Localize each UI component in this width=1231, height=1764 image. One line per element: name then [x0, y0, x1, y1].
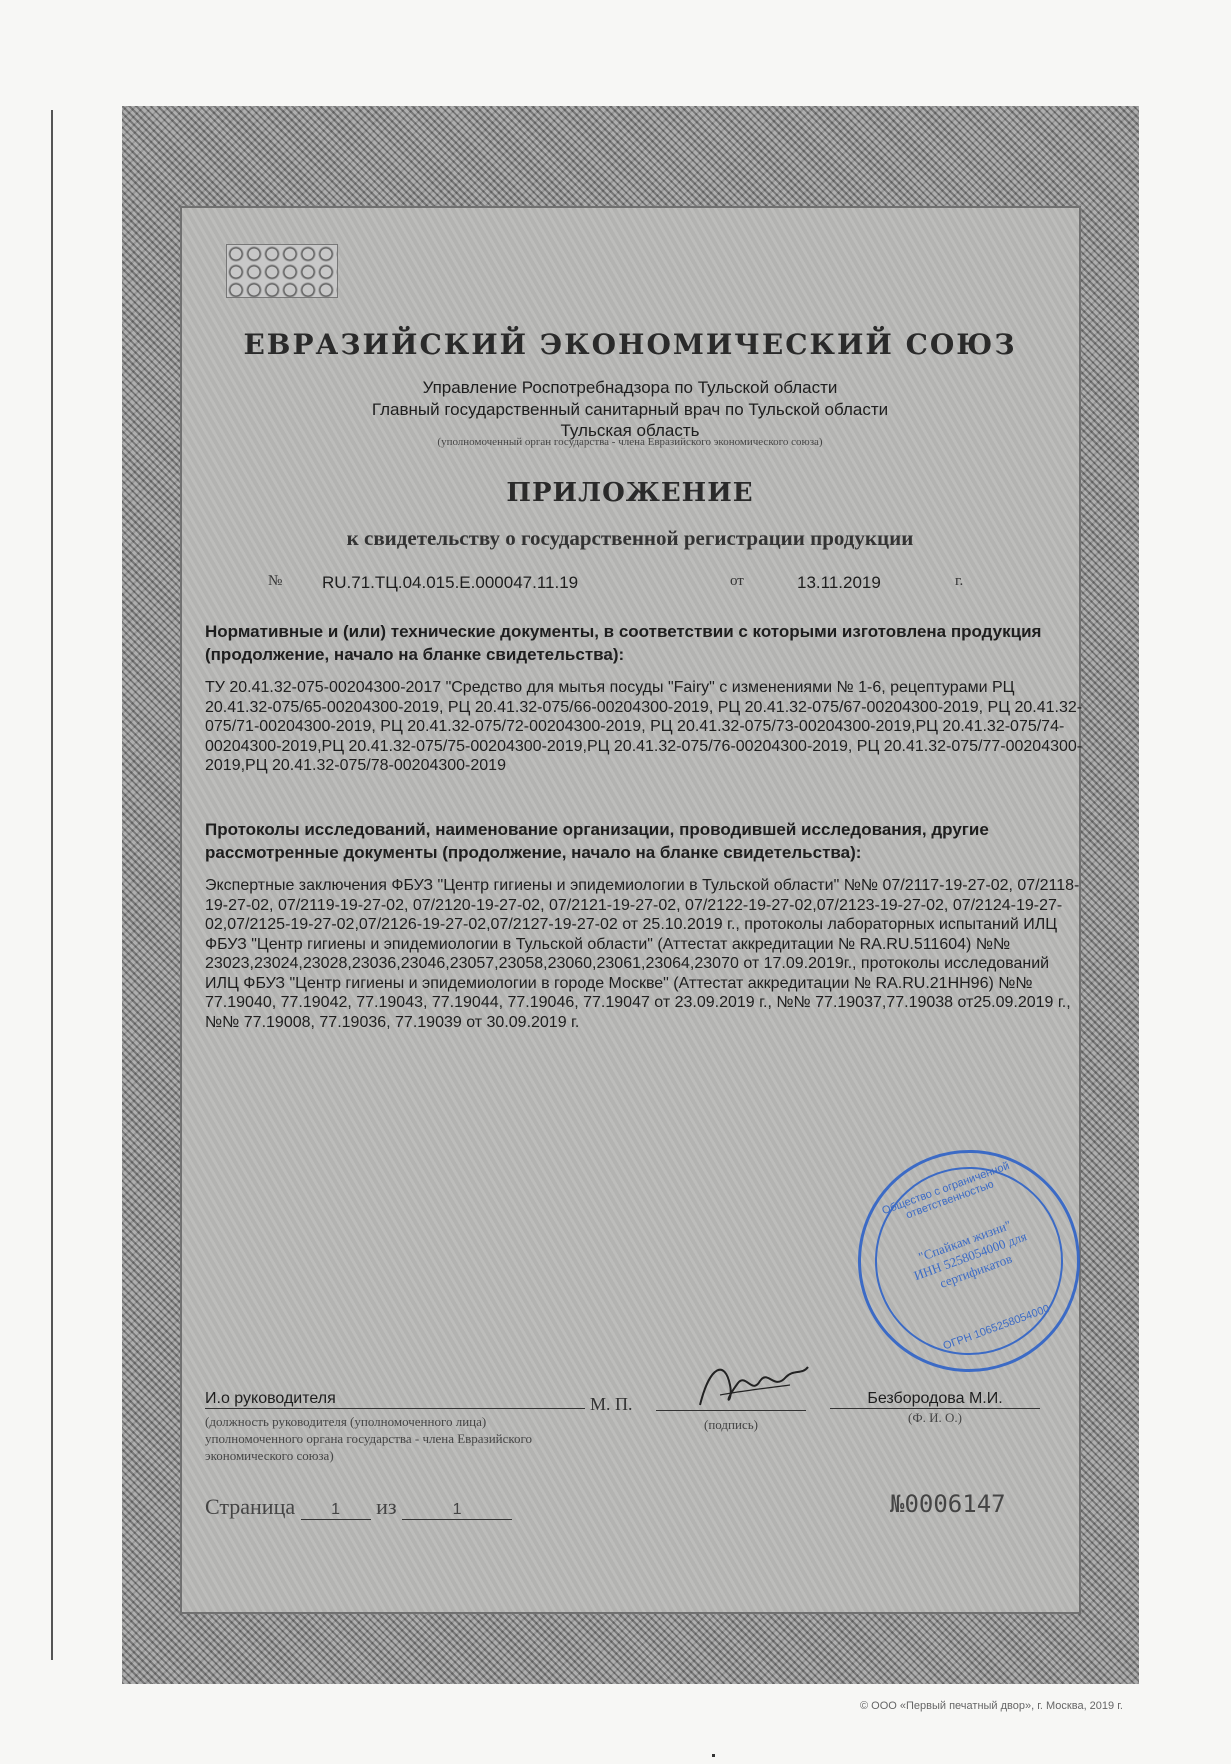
- normative-docs-heading: Нормативные и (или) технические документы, в соответствии с которыми изготовлена продукция (продолжение, начало на бланке свидетельства):: [205, 622, 1042, 664]
- signatory-name: Безбородова М.И.: [830, 1390, 1040, 1409]
- year-suffix: г.: [955, 573, 964, 589]
- signatory-position: И.о руководителя: [205, 1390, 585, 1409]
- document-subtitle: к свидетельству о государственной регистрации продукции: [346, 526, 914, 550]
- stamp-ring-bottom-text: ОГРН 1065258054000: [941, 1302, 1052, 1353]
- margin-line: [51, 110, 53, 1660]
- protocols-heading: Протоколы исследований, наименование организации, проводившей исследования, другие рассмотренные документы (продолжение, начало на бланке свидетельства):: [205, 820, 989, 862]
- signatory-position-block: [205, 1390, 585, 1464]
- signature-caption: (подпись): [704, 1417, 758, 1432]
- union-title: ЕВРАЗИЙСКИЙ ЭКОНОМИЧЕСКИЙ СОЮЗ: [243, 328, 1017, 361]
- protocols-body: Экспертные заключения ФБУЗ "Центр гигиены и эпидемиологии в Тульской области" №№ 07/2117-19-27-02, 07/2118-19-27-02, 07/2119-19-27-02, 07/2120-19-27-02, 07/2121-19-27-02, 07/2122-19-27-02,07/2123-19-27-02, 07/2124-19-27-02,07/2125-19-27-02,07/2126-19-27-02,07/2127-19-27-02 от 25.10.2019 г., протоколы лабораторных испытаний ИЛЦ ФБУЗ "Центр гигиены и эпидемиологии в Тульской области" (Аттестат аккредитации № RA.RU.511604) №№ 23023,23024,23028,23036,23046,23057,23058,23060,23061,23064,23070 от 17.09.2019г., протоколы исследований ИЛЦ ФБУЗ "Центр гигиены и эпидемиологии в городе Москве" (Аттестат аккредитации № RA.RU.21НН96) №№ 77.19040, 77.19042, 77.19043, 77.19044, 77.19046, 77.19047 от 23.09.2019 г., №№ 77.19037,77.19038 от25.09.2019 г., №№ 77.19008, 77.19036, 77.19039 от 30.09.2019 г.: [205, 877, 1080, 1031]
- page-counter: [205, 1494, 512, 1520]
- protocols-section: [205, 818, 1085, 1032]
- normative-docs-section: [205, 620, 1085, 776]
- authority-note: (уполномоченный орган государства - члена Евразийского экономического союза): [437, 436, 823, 448]
- stamp-ring-top-text: Общество с ограниченной ответственностью: [880, 1159, 1012, 1222]
- page-current: 1: [301, 1501, 371, 1520]
- document-title: ПРИЛОЖЕНИЕ: [506, 478, 754, 508]
- mp-label: М. П.: [590, 1394, 633, 1414]
- normative-docs-body: ТУ 20.41.32-075-00204300-2017 "Средство для мытья посуды "Fairy" с изменениями № 1-6, рецептурами РЦ 20.41.32-075/65-00204300-2019, РЦ 20.41.32-075/66-00204300-2019, РЦ 20.41.32-075/67-00204300-2019, РЦ 20.41.32-075/71-00204300-2019, РЦ 20.41.32-075/72-00204300-2019, РЦ 20.41.32-075/73-00204300-2019,РЦ 20.41.32-075/74-00204300-2019,РЦ 20.41.32-075/75-00204300-2019,РЦ 20.41.32-075/76-00204300-2019, РЦ 20.41.32-075/77-00204300-2019,РЦ 20.41.32-075/78-00204300-2019: [205, 679, 1083, 774]
- handwritten-signature: [690, 1355, 810, 1415]
- authority-line-3: Тульская область: [560, 421, 700, 440]
- page-total: 1: [402, 1501, 512, 1520]
- authority-line-1: Управление Роспотребнадзора по Тульской области: [422, 378, 838, 397]
- signatory-name-caption: (Ф. И. О.): [908, 1410, 962, 1425]
- authority-line-2: Главный государственный санитарный врач по Тульской области: [371, 400, 889, 419]
- signatory-position-caption: (должность руководителя (уполномоченного лица) уполномоченного органа государства - члена Евразийского экономического союза): [205, 1414, 533, 1463]
- printer-imprint: © ООО «Первый печатный двор», г. Москва, 2019 г.: [860, 1700, 1123, 1712]
- number-label: №: [268, 573, 283, 589]
- form-serial-number: №0006147: [890, 1490, 1006, 1518]
- stamp-center-text: "Спайкам жизни" ИНН 5258054000 для сертификатов: [911, 1217, 1029, 1291]
- date-from-label: от: [730, 573, 744, 589]
- page-of-label: из: [376, 1494, 397, 1519]
- guilloche-ornament: [226, 244, 338, 298]
- registration-date: 13.11.2019: [797, 573, 881, 592]
- registration-number: RU.71.ТЦ.04.015.Е.000047.11.19: [322, 573, 579, 592]
- page-label: Страница: [205, 1494, 296, 1519]
- scan-speck: [712, 1754, 715, 1757]
- signatory-name-block: [830, 1390, 1040, 1426]
